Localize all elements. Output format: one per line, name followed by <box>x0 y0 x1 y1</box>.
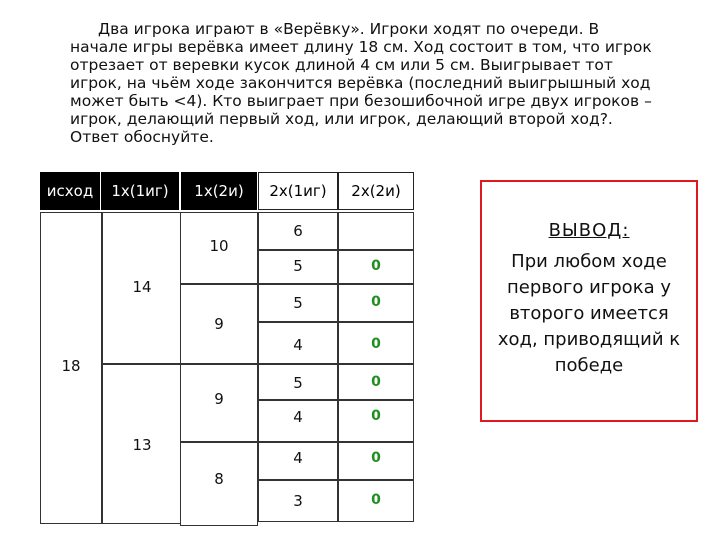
first-move-14: 14 <box>132 278 152 296</box>
root-value: 18 <box>61 357 81 375</box>
fourth-move-value: 0 <box>371 294 381 310</box>
conclusion-line: первого игрока у <box>507 277 671 298</box>
conclusion-line: второго имеется <box>509 303 669 324</box>
fourth-move-value: 0 <box>371 374 381 390</box>
second-move-8: 8 <box>214 470 224 488</box>
header-move1-player1: 1х(1иг) <box>101 172 179 210</box>
third-move-value: 4 <box>293 336 303 354</box>
second-move-10: 10 <box>209 237 229 255</box>
second-move-9b: 9 <box>214 390 224 408</box>
third-move-value: 4 <box>293 408 303 426</box>
problem-text: Два игрока играют в «Верёвку». Игроки ходят по очереди. В начале игры верёвка имеет длину 18 см. Ход состоит в том, что игрок отрезает от веревки кусок длиной 4 см или 5 см. Выигрывает тот игрок, на чьём ходе закончится верёвка (последний выигрышный ход может быть <4). Кто выиграет при безошибочной игре двух игроков – игрок, делающий первый ход, или игрок, делающий второй ход?. Ответ обоснуйте. <box>70 20 652 146</box>
conclusion-line: ход, приводящий к <box>497 329 681 350</box>
fourth-move-value: 0 <box>371 450 381 466</box>
problem-statement <box>70 20 660 146</box>
conclusion-line: При любом ходе <box>511 251 667 272</box>
third-move-value: 4 <box>293 449 303 467</box>
third-move-value: 6 <box>293 222 303 240</box>
fourth-move-value: 0 <box>371 336 381 352</box>
first-move-13: 13 <box>132 436 152 454</box>
conclusion-line: победе <box>554 355 624 376</box>
header-move2-player1: 2х(1иг) <box>258 172 338 210</box>
header-move1-player2: 1х(2и) <box>181 172 257 210</box>
conclusion-title: ВЫВОД: <box>548 220 630 241</box>
third-move-value: 5 <box>293 294 303 312</box>
conclusion-box <box>480 180 698 422</box>
fourth-move-value: 0 <box>371 408 381 424</box>
second-move-9a: 9 <box>214 315 224 333</box>
fourth-move-box <box>338 212 414 250</box>
header-outcome: исход <box>40 172 100 210</box>
header-move2-player2: 2х(2и) <box>338 172 414 210</box>
conclusion-text <box>482 249 696 379</box>
third-move-value: 3 <box>293 492 303 510</box>
third-move-value: 5 <box>293 374 303 392</box>
fourth-move-value: 0 <box>371 492 381 508</box>
fourth-move-value: 0 <box>371 258 381 274</box>
third-move-value: 5 <box>293 257 303 275</box>
